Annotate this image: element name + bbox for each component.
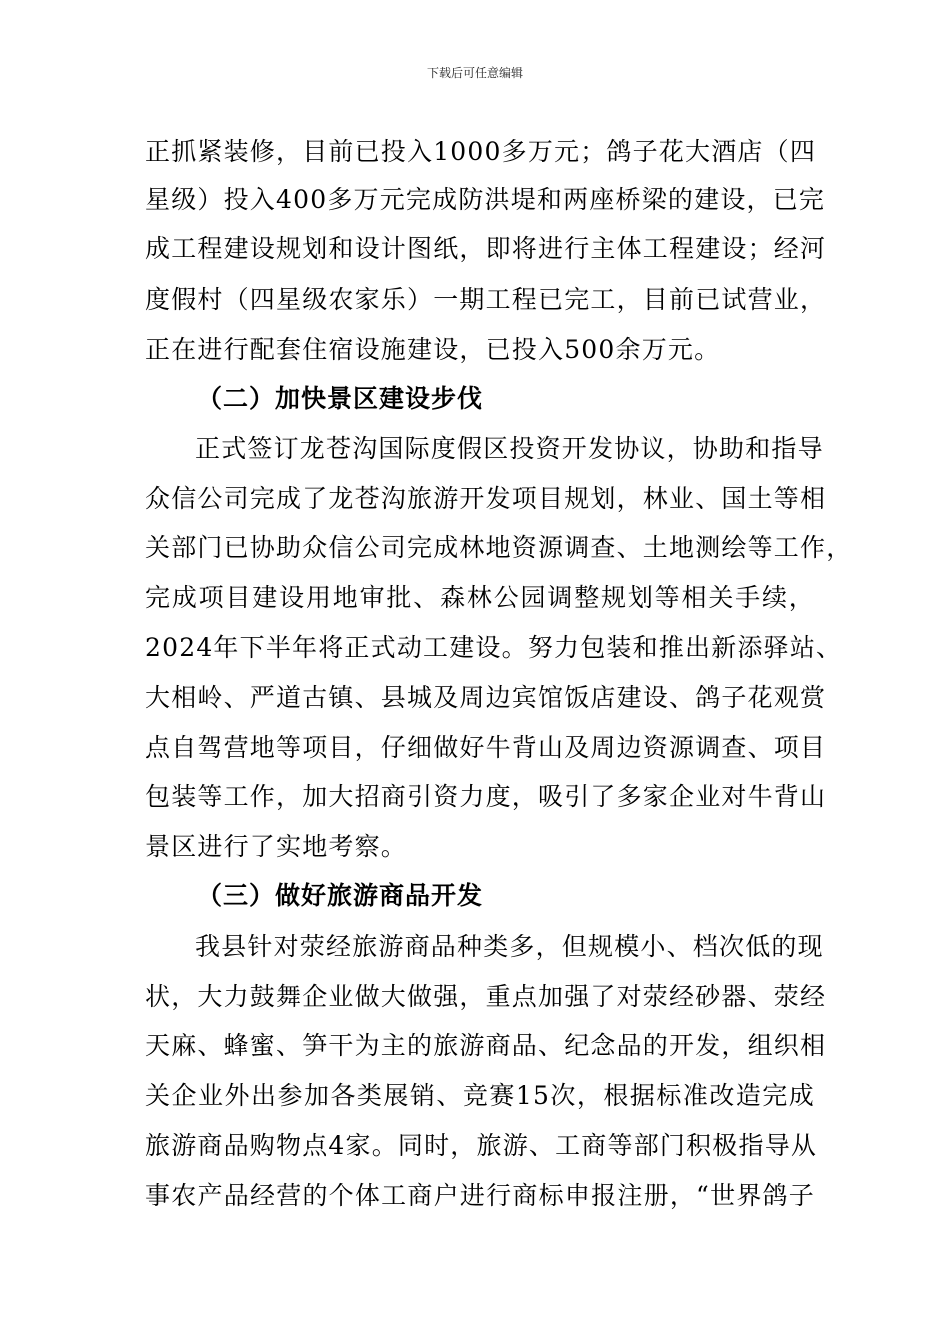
- section-heading: （二）加快景区建设步伐: [197, 384, 484, 413]
- paragraph-line: 完成项目建设用地审批、森林公园调整规划等相关手续，: [145, 583, 815, 612]
- paragraph-line: 成工程建设规划和设计图纸，即将进行主体工程建设；经河: [145, 234, 827, 263]
- paragraph-line: 我县针对荥经旅游商品种类多，但规模小、档次低的现: [195, 932, 824, 961]
- paragraph-line: 大相岭、严道古镇、县城及周边宾馆饭店建设、鸽子花观赏: [145, 683, 827, 712]
- paragraph-line: 关部门已协助众信公司完成林地资源调查、土地测绘等工作，: [145, 533, 853, 562]
- paragraph-line: 景区进行了实地考察。: [145, 832, 408, 861]
- paragraph-line: 正式签订龙苍沟国际度假区投资开发协议，协助和指导: [195, 434, 824, 463]
- paragraph-line: 事农产品经营的个体工商户进行商标申报注册，“世界鸽子: [145, 1181, 815, 1210]
- paragraph-line: 正抓紧装修，目前已投入1000多万元；鸽子花大酒店（四: [145, 137, 817, 166]
- paragraph-line: 正在进行配套住宿设施建设，已投入500余万元。: [145, 335, 721, 364]
- paragraph-line: 状，大力鼓舞企业做大做强，重点加强了对荥经砂器、荥经: [145, 982, 827, 1011]
- paragraph-line: 星级）投入400多万元完成防洪堤和两座桥梁的建设，已完: [145, 185, 826, 214]
- paragraph-line: 众信公司完成了龙苍沟旅游开发项目规划，林业、国土等相: [145, 484, 827, 513]
- paragraph-line: 天麻、蜂蜜、笋干为主的旅游商品、纪念品的开发，组织相: [145, 1031, 827, 1060]
- paragraph-line: 点自驾营地等项目，仔细做好牛背山及周边资源调查、项目: [145, 733, 827, 762]
- paragraph-line: 包装等工作，加大招商引资力度，吸引了多家企业对牛背山: [145, 782, 827, 811]
- section-heading: （三）做好旅游商品开发: [197, 881, 484, 910]
- paragraph-line: 旅游商品购物点4家。同时，旅游、工商等部门积极指导从: [145, 1131, 818, 1160]
- page-header-note: 下载后可任意编辑: [426, 66, 523, 80]
- paragraph-line: 关企业外出参加各类展销、竞赛15次，根据标准改造完成: [145, 1081, 815, 1110]
- paragraph-line: 2024年下半年将正式动工建设。努力包装和推出新添驿站、: [145, 633, 843, 662]
- paragraph-line: 度假村（四星级农家乐）一期工程已完工，目前已试营业，: [145, 285, 827, 314]
